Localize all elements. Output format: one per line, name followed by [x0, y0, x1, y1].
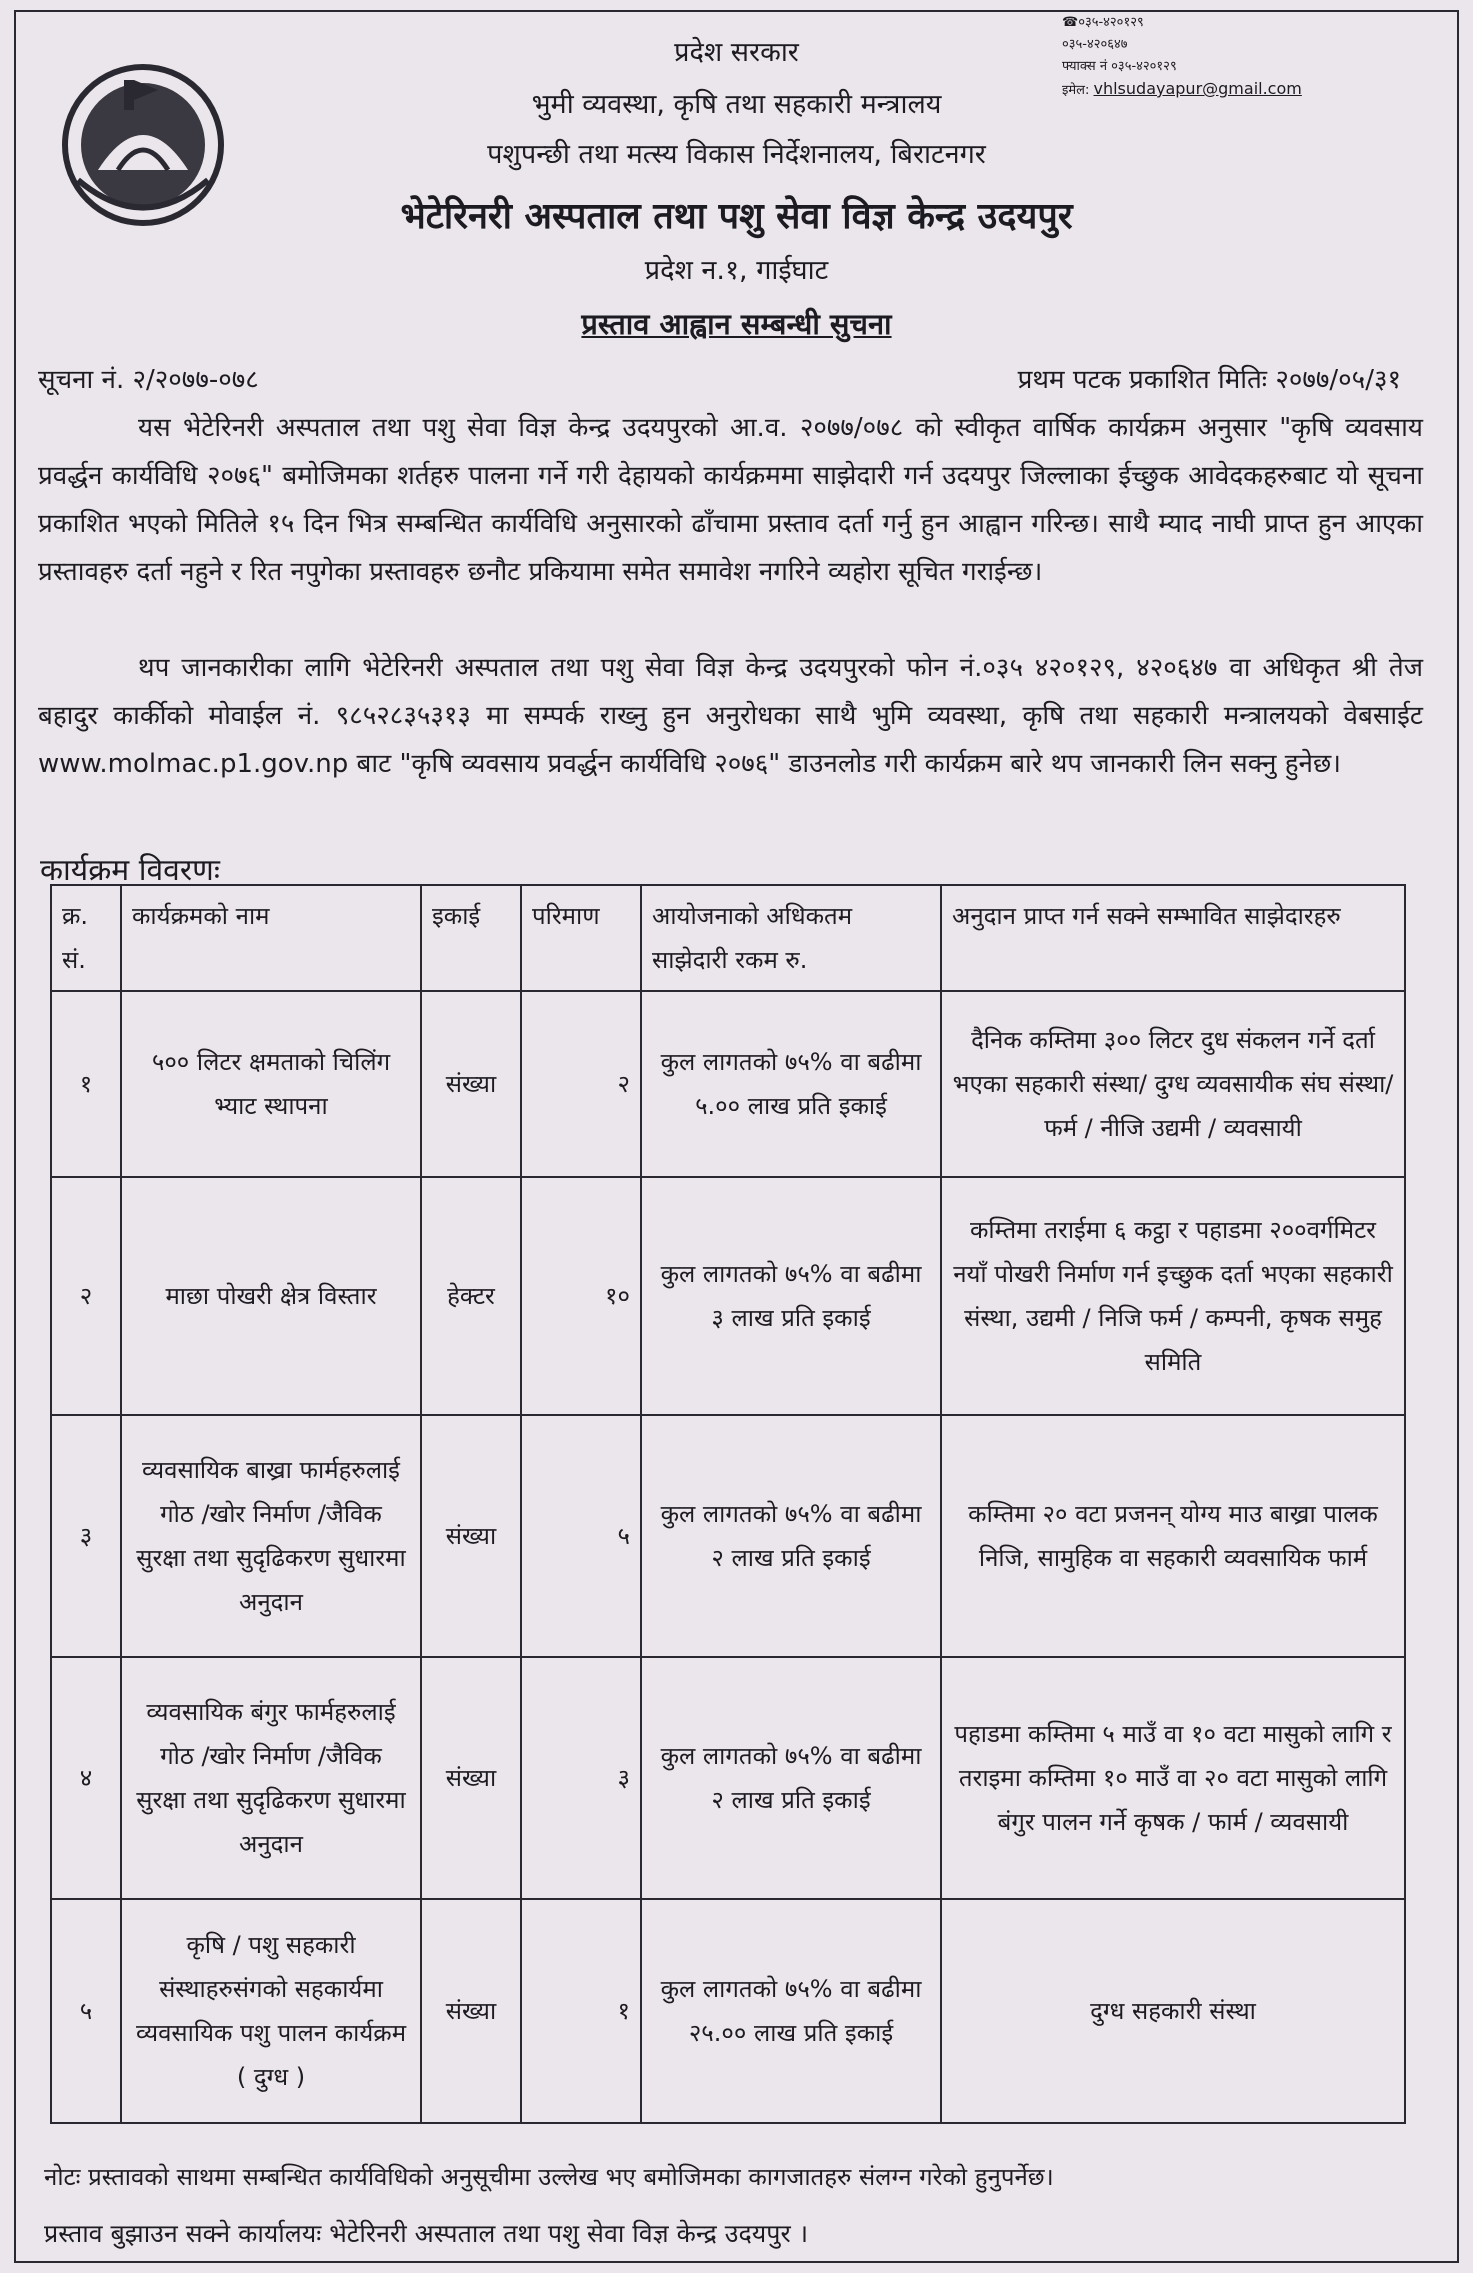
program-details-heading: कार्यक्रम विवरणः — [40, 853, 220, 888]
cell-program-name: ५०० लिटर क्षमताको चिलिंग भ्याट स्थापना — [121, 991, 421, 1177]
table-row — [51, 1899, 1405, 2123]
program-table — [50, 884, 1406, 2124]
cell-sn: ५ — [51, 1899, 121, 2123]
office-address: प्रदेश न.१, गाईघाट — [644, 255, 829, 286]
cell-amount: कुल लागतको ७५% वा बढीमा २ लाख प्रति इकाई — [641, 1415, 941, 1657]
fax: फ्याक्स नं ०३५-४२०१२९ — [1062, 59, 1177, 74]
cell-unit: संख्या — [421, 991, 521, 1177]
cell-sn: ३ — [51, 1415, 121, 1657]
cell-unit: हेक्टर — [421, 1177, 521, 1415]
ministry-name: भुमी व्यवस्था, कृषि तथा सहकारी मन्त्रालय — [531, 89, 942, 120]
phone-1: ☎०३५-४२०१२९ — [1062, 15, 1144, 30]
cell-quantity: १ — [521, 1899, 641, 2123]
phone-2: ०३५-४२०६४७ — [1062, 37, 1128, 52]
cell-sn: २ — [51, 1177, 121, 1415]
cell-partners: पहाडमा कम्तिमा ५ माउँ वा १० वटा मासुको लागि र तराइमा कम्तिमा १० माउँ वा २० वटा मासुको लागि बंगुर पालन गर्ने कृषक / फार्म / व्यवसायी — [941, 1657, 1405, 1899]
notice-number: सूचना नं. २/२०७७-०७८ — [38, 365, 259, 395]
table-row — [51, 1177, 1405, 1415]
cell-partners: कम्तिमा तराईमा ६ कट्ठा र पहाडमा २००वर्गमिटर नयाँ पोखरी निर्माण गर्न इच्छुक दर्ता भएका सहकारी संस्था, उद्यमी / निजि फर्म / कम्पनी, कृषक समुह समिति — [941, 1177, 1405, 1415]
directorate-name: पशुपन्छी तथा मत्स्य विकास निर्देशनालय, बिराटनगर — [487, 139, 986, 170]
cell-unit: संख्या — [421, 1657, 521, 1899]
notice-subject: प्रस्ताव आह्वान सम्बन्धी सुचना — [581, 307, 892, 341]
publication-date: प्रथम पटक प्रकाशित मितिः २०७७/०५/३१ — [1017, 365, 1401, 395]
cell-unit: संख्या — [421, 1415, 521, 1657]
cell-program-name: माछा पोखरी क्षेत्र विस्तार — [121, 1177, 421, 1415]
cell-unit: संख्या — [421, 1899, 521, 2123]
cell-partners: दुग्ध सहकारी संस्था — [941, 1899, 1405, 2123]
table-header-row — [51, 885, 1405, 991]
header-amount: आयोजनाको अधिकतम साझेदारी रकम रु. — [641, 885, 941, 991]
header-unit: इकाई — [421, 885, 521, 991]
cell-amount: कुल लागतको ७५% वा बढीमा २ लाख प्रति इकाई — [641, 1657, 941, 1899]
cell-sn: ४ — [51, 1657, 121, 1899]
header-sn: क्र. सं. — [51, 885, 121, 991]
cell-amount: कुल लागतको ७५% वा बढीमा ५.०० लाख प्रति इकाई — [641, 991, 941, 1177]
footer-note: नोटः प्रस्तावको साथमा सम्बन्धित कार्यविधिको अनुसूचीमा उल्लेख भए बमोजिमका कागजातहरु संलग्न गरेको हुनुपर्नेछ। — [44, 2163, 1054, 2191]
cell-program-name: व्यवसायिक बंगुर फार्महरुलाई गोठ /खोर निर्माण /जैविक सुरक्षा तथा सुदृढिकरण सुधारमा अनुदान — [121, 1657, 421, 1899]
cell-program-name: व्यवसायिक बाख्रा फार्महरुलाई गोठ /खोर निर्माण /जैविक सुरक्षा तथा सुदृढिकरण सुधारमा अनुदान — [121, 1415, 421, 1657]
submission-office: प्रस्ताव बुझाउन सक्ने कार्यालयः भेटेरिनरी अस्पताल तथा पशु सेवा विज्ञ केन्द्र उदयपुर । — [44, 2219, 809, 2248]
header-program-name: कार्यक्रमको नाम — [121, 885, 421, 991]
cell-quantity: २ — [521, 991, 641, 1177]
cell-partners: दैनिक कम्तिमा ३०० लिटर दुध संकलन गर्ने दर्ता भएका सहकारी संस्था/ दुग्ध व्यवसायीक संघ संस्था/ फर्म / नीजि उद्यमी / व्यवसायी — [941, 991, 1405, 1177]
paragraph-main: यस भेटेरिनरी अस्पताल तथा पशु सेवा विज्ञ केन्द्र उदयपुरको आ.व. २०७७/०७८ को स्वीकृत वार्षिक कार्यक्रम अनुसार "कृषि व्यवसाय प्रवर्द्धन कार्यविधि २०७६" बमोजिमका शर्तहरु पालना गर्ने गरी देहायको कार्यक्रममा साझेदारी गर्न उदयपुर जिल्लाका ईच्छुक आवेदकहरुबाट यो सूचना प्रकाशित भएको मितिले १५ दिन भित्र सम्बन्धित कार्यविधि अनुसारको ढाँचामा प्रस्ताव दर्ता गर्नु हुन आह्वान गरिन्छ। साथै म्याद नाघी प्राप्त हुन आएका प्रस्तावहरु दर्ता नहुने र रित नपुगेका प्रस्तावहरु छनौट प्रकियामा समेत समावेश नगरिने व्यहोरा सूचित गराईन्छ। — [38, 413, 1423, 587]
table-row — [51, 991, 1405, 1177]
cell-program-name: कृषि / पशु सहकारी संस्थाहरुसंगको सहकार्यमा व्यवसायिक पशु पालन कार्यक्रम ( दुग्ध ) — [121, 1899, 421, 2123]
cell-quantity: ५ — [521, 1415, 641, 1657]
office-name: भेटेरिनरी अस्पताल तथा पशु सेवा विज्ञ केन्द्र उदयपुर — [400, 196, 1073, 237]
header-partners: अनुदान प्राप्त गर्न सक्ने सम्भावित साझेदारहरु — [941, 885, 1405, 991]
cell-quantity: ३ — [521, 1657, 641, 1899]
table-row — [51, 1415, 1405, 1657]
cell-quantity: १० — [521, 1177, 641, 1415]
header-quantity: परिमाण — [521, 885, 641, 991]
province-government: प्रदेश सरकार — [674, 37, 799, 68]
cell-amount: कुल लागतको ७५% वा बढीमा ३ लाख प्रति इकाई — [641, 1177, 941, 1415]
paragraph-contact-info: थप जानकारीका लागि भेटेरिनरी अस्पताल तथा पशु सेवा विज्ञ केन्द्र उदयपुरको फोन नं.०३५ ४२०१२९, ४२०६४७ वा अधिकृत श्री तेज बहादुर कार्कीको मोवाईल नं. ९८५२८३५३१३ मा सम्पर्क राख्नु हुन अनुरोधका साथै भुमि व्यवस्था, कृषि तथा सहकारी मन्त्रालयको वेबसाईट www.molmac.p1.gov.np बाट "कृषि व्यवसाय प्रवर्द्धन कार्यविधि २०७६" डाउनलोड गरी कार्यक्रम बारे थप जानकारी लिन सक्नु हुनेछ। — [38, 653, 1423, 779]
cell-sn: १ — [51, 991, 121, 1177]
email-label: इमेल: — [1062, 83, 1090, 98]
table-row — [51, 1657, 1405, 1899]
email-link[interactable]: vhlsudayapur@gmail.com — [1093, 79, 1302, 98]
cell-partners: कम्तिमा २० वटा प्रजनन् योग्य माउ बाख्रा पालक निजि, सामुहिक वा सहकारी व्यवसायिक फार्म — [941, 1415, 1405, 1657]
cell-amount: कुल लागतको ७५% वा बढीमा २५.०० लाख प्रति इकाई — [641, 1899, 941, 2123]
